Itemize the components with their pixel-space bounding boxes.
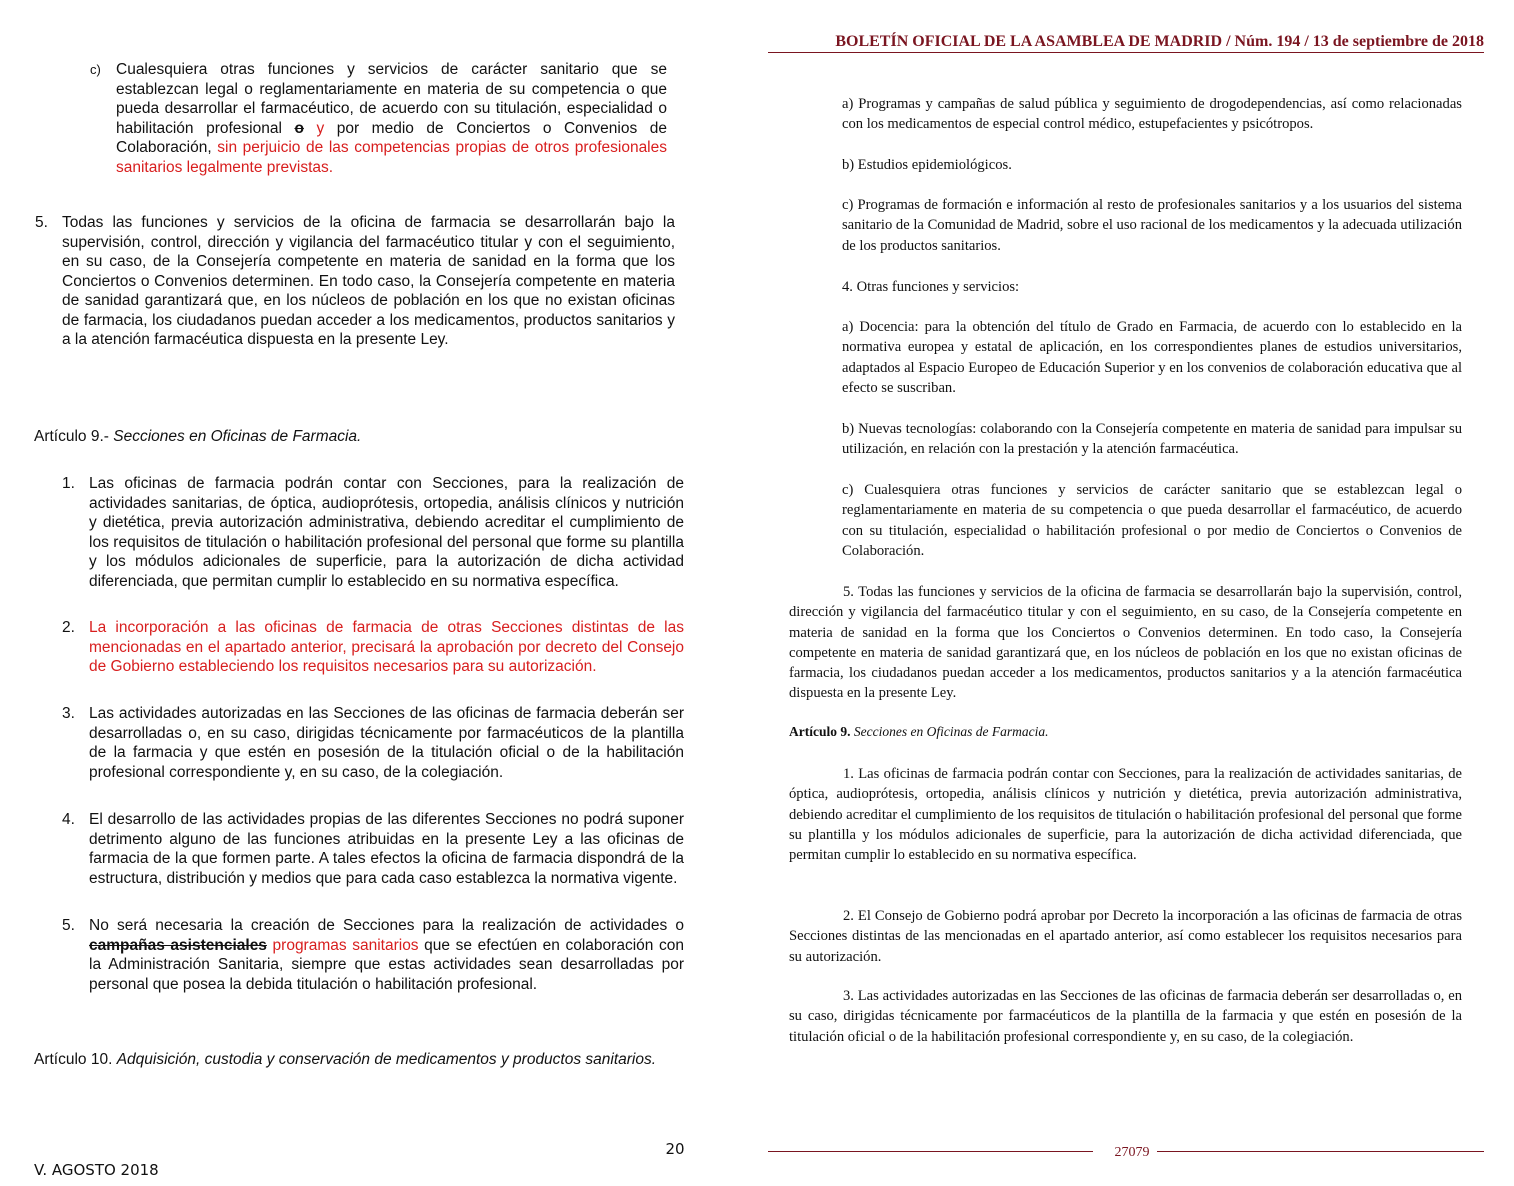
art9-item-5-text-b: que se efectúen en colaboración con la Administración Sanitaria, siempre que estas actividades sean desarrolladas por personal que posea la debida titulación o habilitación profesional.: [89, 936, 684, 993]
para-4a: a) Docencia: para la obtención del título de Grado en Farmacia, de acuerdo con lo establecido en la normativa europea y estatal de aplicación, en los correspondientes planes de estudios universitarios, adaptados al Espacio Europeo de Educación Superior y en los convenios de colaboración educativa que al efecto se suscriban.: [842, 319, 1462, 396]
right-page: [765, 0, 1514, 1186]
left-page: [0, 0, 750, 1186]
article-9-heading: [34, 427, 684, 447]
inserted-text: y: [316, 119, 325, 137]
item-5-marker: 5.: [35, 214, 48, 231]
bulletin-header: BOLETÍN OFICIAL DE LA ASAMBLEA DE MADRID / Núm. 194 / 13 de septiembre de 2018: [835, 33, 1484, 50]
item-c: [90, 60, 667, 177]
art9-item-3-marker: 3.: [62, 705, 75, 722]
right-article-9-heading: [789, 722, 1462, 742]
para-4c: c) Cualesquiera otras funciones y servicios de carácter sanitario que se establezcan legal o reglamentariamente en materia de su competencia o que pueda desarrollar el farmacéutico, de acuerdo con su titulación, especialidad o habilitación profesional o por medio de Conciertos o Convenios de Colaboración.: [842, 482, 1462, 559]
footer-rule-left: [768, 1151, 1093, 1152]
para-9-3: 3. Las actividades autorizadas en las Secciones de las oficinas de farmacia deberán ser desarrolladas o, en su caso, dirigidas técnicamente por farmacéuticos de la plantilla de la farmacia y que estén en posesión de la titulación oficial o de la habilitación profesional correspondiente y, en su caso, de la colegiación.: [789, 988, 1462, 1045]
para-4b: b) Nuevas tecnologías: colaborando con la Consejería competente en materia de sanidad para impulsar su utilización, en relación con la prestación y la atención farmacéutica.: [842, 421, 1462, 458]
page-number: 20: [665, 1140, 685, 1158]
art9-item-5-text: [89, 916, 684, 994]
struck-text: campañas asistenciales: [89, 936, 267, 954]
art9-item-4-marker: 4.: [62, 811, 75, 828]
art9-item-3-text: Las actividades autorizadas en las Secciones de las oficinas de farmacia deberán ser desarrolladas o, en su caso, dirigidas técnicamente por farmacéuticos de la plantilla de la farmacia y que estén en posesión de la titulación oficial o de la habilitación profesional correspondiente y, en su caso, de la colegiación.: [89, 705, 684, 781]
art9-item-4: [62, 810, 684, 888]
para-c: c) Programas de formación e información al resto de profesionales sanitarios y a los usuarios del sistema sanitario de la Comunidad de Madrid, sobre el uso racional de los medicamentos y la adecuada utilización de los productos sanitarios.: [842, 197, 1462, 254]
art9-item-1-marker: 1.: [62, 475, 75, 492]
inserted-text: sin perjuicio de las competencias propias de otros profesionales sanitarios legalmente previstas.: [116, 139, 667, 176]
version-label: V. AGOSTO 2018: [34, 1161, 159, 1179]
item-c-marker: c): [90, 62, 101, 77]
para-9-2: 2. El Consejo de Gobierno podrá aprobar por Decreto la incorporación a las oficinas de farmacia de otras Secciones distintas de las mencionadas en el apartado anterior, así como establecer los requisitos necesarios para su autorización.: [789, 908, 1462, 965]
item-c-text: [116, 60, 667, 177]
article-9-label: Artículo 9.-: [34, 428, 114, 445]
article-10-title: Adquisición, custodia y conservación de medicamentos y productos sanitarios.: [116, 1051, 657, 1068]
para-5: 5. Todas las funciones y servicios de la oficina de farmacia se desarrollarán bajo la supervisión, control, dirección y vigilancia del farmacéutico titular y con el seguimiento, en su caso, de la Consejería competente en materia de sanidad en la forma que los Conciertos o Convenios determinen. En todo caso, la Consejería competente en materia de sanidad garantizará que, en los núcleos de población en los que no existan oficinas de farmacia, los ciudadanos puedan acceder a los medicamentos, productos sanitarios y a la atención farmacéutica dispuesta en la presente Ley.: [789, 584, 1462, 702]
art9-item-1-text: Las oficinas de farmacia podrán contar con Secciones, para la realización de actividades sanitarias, de óptica, audioprótesis, ortopedia, análisis clínicos y nutrición y dietética, previa autorización administrativa, debiendo acreditar el cumplimiento de los requisitos de titulación o habilitación profesional del personal que forme su plantilla y los módulos adicionales de superficie, para la autorización de dicha actividad diferenciada, que permitan cumplir lo establecido en su normativa específica.: [89, 475, 684, 590]
art9-item-3: [62, 704, 684, 782]
item-c-text-a: Cualesquiera otras funciones y servicios de carácter sanitario que se establezcan legal o reglamentariamente en materia de su competencia o que pueda desarrollar el farmacéutico, de acuerdo con su titulación, especialidad o habilitación profesional: [116, 61, 667, 137]
article-10-heading: [34, 1050, 684, 1070]
struck-text: o: [294, 119, 304, 137]
item-c-text-b: por medio de Conciertos o Convenios de Colaboración,: [116, 119, 667, 156]
para-a: a) Programas y campañas de salud pública y seguimiento de drogodependencias, así como relacionadas con los medicamentos de especial control médico, estupefacientes y psicótropos.: [842, 96, 1462, 133]
item-5: [35, 213, 675, 350]
bulletin-page-number: 27079: [1114, 1145, 1150, 1160]
art9-item-2-text: La incorporación a las oficinas de farmacia de otras Secciones distintas de las mencionadas en el apartado anterior, precisará la aprobación por decreto del Consejo de Gobierno estableciendo los requisitos necesarios para su autorización.: [89, 619, 684, 675]
art9-item-2: [62, 618, 684, 677]
art9-item-1: [62, 474, 684, 591]
item-5-text: Todas las funciones y servicios de la oficina de farmacia se desarrollarán bajo la supervisión, control, dirección y vigilancia del farmacéutico titular y con el seguimiento, en su caso, de la Consejería competente en materia de sanidad en la forma que los Conciertos o Convenios determinen. En todo caso, la Consejería competente en materia de sanidad garantizará que, en los núcleos de población en los que no existan oficinas de farmacia, los ciudadanos puedan acceder a los medicamentos, productos sanitarios y a la atención farmacéutica dispuesta en la presente Ley.: [62, 214, 675, 348]
right-article-9-title: Secciones en Oficinas de Farmacia.: [850, 724, 1049, 739]
art9-item-5-text-a: No será necesaria la creación de Secciones para la realización de actividades o: [89, 917, 684, 934]
para-9-1: 1. Las oficinas de farmacia podrán contar con Secciones, para la realización de actividades sanitarias, de óptica, audioprótesis, ortopedia, análisis clínicos y nutrición y dietética, previa autorización administrativa, debiendo acreditar el cumplimiento de los requisitos de titulación o habilitación profesional del personal que forme su plantilla y los módulos adicionales de superficie, para la autorización de dicha actividad diferenciada, que permitan cumplir lo establecido en su normativa específica.: [789, 766, 1462, 864]
para-4: 4. Otras funciones y servicios:: [842, 279, 1020, 295]
inserted-text: programas sanitarios: [266, 936, 419, 954]
para-b: b) Estudios epidemiológicos.: [842, 157, 1012, 173]
art9-item-4-text: El desarrollo de las actividades propias de las diferentes Secciones no podrá suponer detrimento alguno de las funciones atribuidas en la presente Ley a las oficinas de farmacia de la que formen parte. A tales efectos la oficina de farmacia dispondrá de la estructura, distribución y medios que para cada caso establezca la normativa vigente.: [89, 811, 684, 887]
art9-item-5-marker: 5.: [62, 917, 75, 934]
header-rule: [768, 52, 1484, 53]
footer-rule-right: [1157, 1151, 1484, 1152]
article-10-label: Artículo 10.: [34, 1051, 117, 1068]
art9-item-5: [62, 916, 684, 994]
article-9-title: Secciones en Oficinas de Farmacia.: [113, 428, 362, 445]
art9-item-2-marker: 2.: [62, 619, 75, 636]
right-article-9-label: Artículo 9.: [789, 724, 851, 739]
